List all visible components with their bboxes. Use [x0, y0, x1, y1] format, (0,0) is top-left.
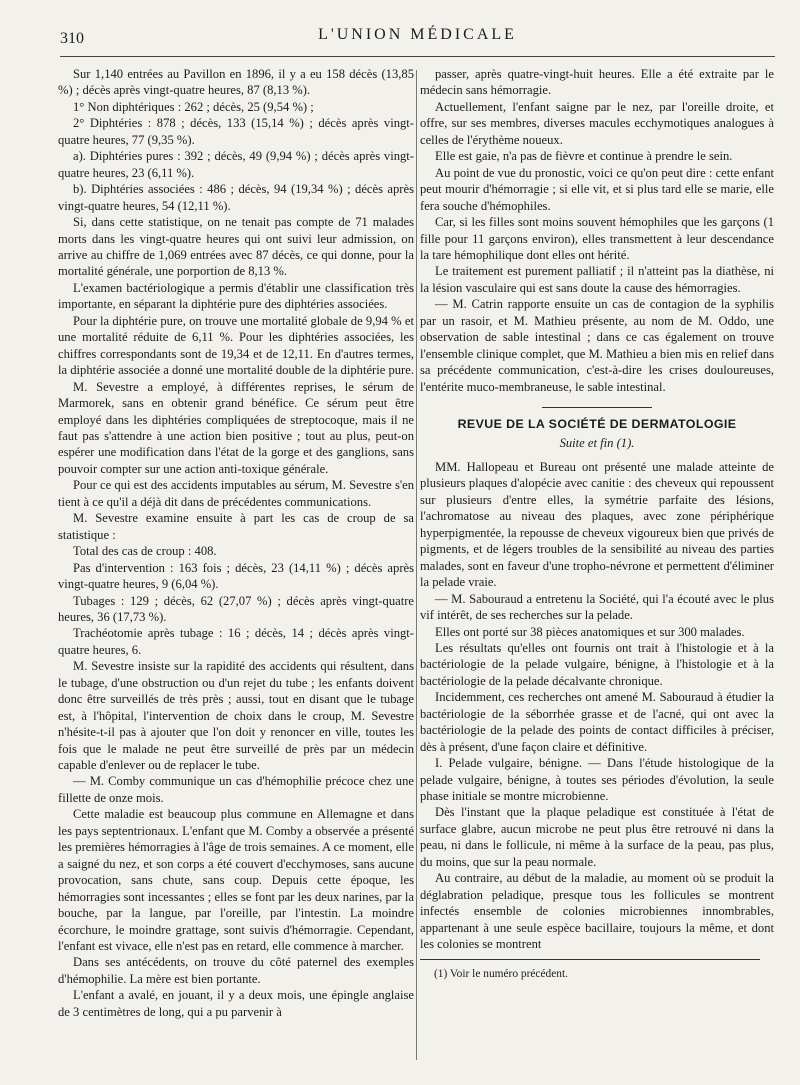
header-rule — [60, 56, 775, 57]
paragraph: Total des cas de croup : 408. — [73, 544, 217, 559]
paragraph: Trachéotomie après tubage : 16 ; décès, 14 ; décès après vingt-quatre heures, 6. — [58, 626, 414, 657]
footnote: (1) Voir le numéro précédent. — [434, 967, 569, 980]
paragraph: Au point de vue du pronostic, voici ce qu'on peut dire : cette enfant peut mourir d'hémorragie ; si elle vit, et si plus tard elle se marie, elle fera souche d'hémophiles. — [420, 165, 774, 213]
paragraph: — M. Comby communique un cas d'hémophilie précoce chez une fillette de onze mois. — [58, 774, 414, 805]
page-header — [60, 24, 775, 50]
paragraph: Actuellement, l'enfant saigne par le nez, par l'oreille droite, et offre, sur ses membres, diverses macules ecchymotiques analogues à celles de l'érythème noueux. — [420, 99, 774, 147]
paragraph: Si, dans cette statistique, on ne tenait pas compte de 71 malades morts dans les vingt-quatre heures qui ont suivi leur admission, on arrive au chiffre de 1,069 entrées avec 87 décès, ce qui donne, pour la mortalité générale, une porportion de 8,13 %. — [58, 215, 414, 279]
paragraph: Au contraire, au début de la maladie, au moment où se produit la déglabration peladique, presque tous les follicules se montrent infectés ensemble de colonies microbiennes innombrables, appartenant à une seule espèce bacillaire, toujours la même, et dont les colonies se montrent — [420, 871, 774, 952]
paragraph: Dans ses antécédents, on trouve du côté paternel des exemples d'hémophilie. La mère est bien portante. — [58, 955, 414, 986]
column-divider — [416, 70, 417, 1060]
paragraph: Pas d'intervention : 163 fois ; décès, 23 (14,11 %) ; décès après vingt-quatre heures, 9 (6,04 %). — [58, 560, 414, 592]
paragraph: passer, après quatre-vingt-huit heures. Elle a été extraite par le médecin sans hémorragie. — [420, 67, 774, 98]
paragraph: Sur 1,140 entrées au Pavillon en 1896, il y a eu 158 décès (13,85 %) ; décès après vingt-quatre heures, 87 (8,13 %). — [58, 67, 414, 98]
paragraph: Pour ce qui est des accidents imputables au sérum, M. Sevestre s'en tient à ce qu'il a déjà dit dans de précédentes communications. — [58, 478, 414, 509]
paragraph: Pour la diphtérie pure, on trouve une mortalité globale de 9,94 % et une mortalité réduite de 6,11 %. Pour les diphtéries associées, les chiffres correspondants sont de 19,34 et de 12,11. En d'autres termes, la diphtérie associée a donné une mortalité double de la diphtérie pure. — [58, 313, 414, 378]
paragraph: Incidemment, ces recherches ont amené M. Sabouraud à étudier la bactériologie de la séborrhée grasse et de l'acné, qui ont avec la bactériologie de la pelade des points de contact difficiles à préciser, dès à présent, d'une façon claire et définitive. — [420, 690, 774, 754]
paragraph: — M. Catrin rapporte ensuite un cas de contagion de la syphilis par un rasoir, et M. Mathieu présente, au nom de M. Oddo, une observation de sable intestinal ; dans ce cas également on trouve l'ensemble clinique complet, que M. Mathieu a bien mis en relief dans sa précédente communication, c'est-à-dire les crises douloureuses, l'entérite muco-membraneuse, le sable intestinal. — [420, 297, 774, 394]
paragraph: a). Diphtéries pures : 392 ; décès, 49 (9,94 %) ; décès après vingt-quatre heures, 23 (6,11 %). — [58, 149, 414, 180]
paragraph: 2° Diphtéries : 878 ; décès, 133 (15,14 %) ; décès après vingt-quatre heures, 77 (9,35 %). — [58, 116, 414, 147]
paragraph: Elles ont porté sur 38 pièces anatomiques et sur 300 malades. — [435, 624, 745, 639]
footnote-rule — [420, 959, 760, 960]
paragraph: Tubages : 129 ; décès, 62 (27,07 %) ; décès après vingt-quatre heures, 36 (17,73 %). — [58, 593, 414, 624]
paragraph: M. Sevestre insiste sur la rapidité des accidents qui résultent, dans le tubage, d'une obstruction ou d'un rejet du tube ; les enfants doivent donc être surveillés de très près ; aussi, tout en disant que le tubage est, à l'hôpital, l'intervention de choix dans le croup, M. Sevestre n'hésite-t-il pas à ajouter que l'on doit y renoncer en ville, toutes les fois que le malade ne peut être surveillé de près par un médecin capable d'enlever ou de replacer le tube. — [58, 659, 414, 773]
paragraph: b). Diphtéries associées : 486 ; décès, 94 (19,34 %) ; décès après vingt-quatre heures, 54 (12,11 %). — [58, 182, 414, 213]
paragraph: Les résultats qu'elles ont fournis ont trait à l'histologie et à la bactériologie de la pelade vulgaire, bénigne, à l'histologie et à la bactériologie de la pelade décalvante chronique. — [420, 640, 774, 688]
section-title: REVUE DE LA SOCIÉTÉ DE DERMATOLOGIE — [457, 417, 737, 432]
section-subtitle: Suite et fin (1). — [559, 435, 635, 450]
running-title: L'UNION MÉDICALE — [318, 26, 517, 43]
paragraph: — M. Sabouraud a entretenu la Société, qui l'a écouté avec le plus vif intérêt, de ses recherches sur la pelade. — [420, 591, 774, 623]
page-number: 310 — [60, 30, 84, 47]
paragraph: MM. Hallopeau et Bureau ont présenté une malade atteinte de plusieurs plaques d'alopécie avec canitie : des cheveux qui repoussent sur plusieurs d'entre elles, la symétrie parfaite des lésions, l'achromatose au niveau des plaques, avec zone périphérique hyperpigmentée, la repousse de cheveux vigoureux bien que privés de pigments, et de légers troubles de la sensibilité au niveau des parties malades, sont en faveur d'une tropho-névrone et permettent d'éliminer la pelade vraie. — [420, 459, 774, 590]
paragraph: M. Sevestre examine ensuite à part les cas de croup de sa statistique : — [58, 511, 414, 542]
paragraph: Le traitement est purement palliatif ; il n'atteint pas la diathèse, ni la lésion vasculaire qui est sans doute la cause des hémorragies. — [420, 264, 774, 295]
paragraph: I. Pelade vulgaire, bénigne. — Dans l'étude histologique de la pelade vulgaire, bénigne, à toutes ses périodes d'évolution, la seule phase initiale se montre microbienne. — [420, 756, 774, 804]
section-divider — [542, 407, 652, 408]
left-column — [58, 66, 414, 1020]
paragraph: L'enfant a avalé, en jouant, il y a deux mois, une épingle anglaise de 3 centimètres de long, qui a pu parvenir à — [58, 988, 414, 1019]
right-column — [420, 66, 774, 982]
paragraph: M. Sevestre a employé, à différentes reprises, le sérum de Marmorek, sans en obtenir grand bénéfice. Ce sérum peut être employé dans les diphtéries compliquées de streptocoque, mais il ne faut pas s'attendre à une action bien positive ; tout au plus, peut-on espérer une modification dans l'état de la gorge et des ganglions, sans pouvoir compter sur une action anti-toxique générale. — [58, 379, 414, 476]
paragraph: 1° Non diphtériques : 262 ; décès, 25 (9,54 %) ; — [73, 99, 314, 114]
paragraph: L'examen bactériologique a permis d'établir une classification très importante, en séparant la diphtérie pure des diphtéries associées. — [58, 280, 414, 312]
paragraph: Dès l'instant que la plaque peladique est constituée à l'état de surface glabre, aucun microbe ne peut plus être retrouvé ni dans la peau, ni dans le follicule, ni même à la surface de la peau, pas plus, du moins, que sur la peau normale. — [420, 805, 774, 869]
paragraph: Cette maladie est beaucoup plus commune en Allemagne et dans les pays septentrionaux. L'enfant que M. Comby a observée a présenté les premières hémorragies à l'âge de trois semaines. A ce moment, elle a saigné du nez, et son corps a été couvert d'ecchymoses, sans aucune provocation, sans chute, sans coup. Depuis cette époque, les hémorragies sont incessantes ; elles se font par les deux narines, par la bouche, par la langue, par l'oreille, par l'intestin. La moindre écorchure, le moindre grattage, sont suivis d'hémorragie. Cependant, l'enfant est vivace, elle n'est pas en retard, elle commence à marcher. — [58, 807, 414, 954]
paragraph: Elle est gaie, n'a pas de fièvre et continue à prendre le sein. — [435, 149, 733, 164]
paragraph: Car, si les filles sont moins souvent hémophiles que les garçons (1 fille pour 11 garçons environ), elles transmettent à leur descendance la tare hémophilique dont elles ont hérité. — [420, 215, 774, 262]
